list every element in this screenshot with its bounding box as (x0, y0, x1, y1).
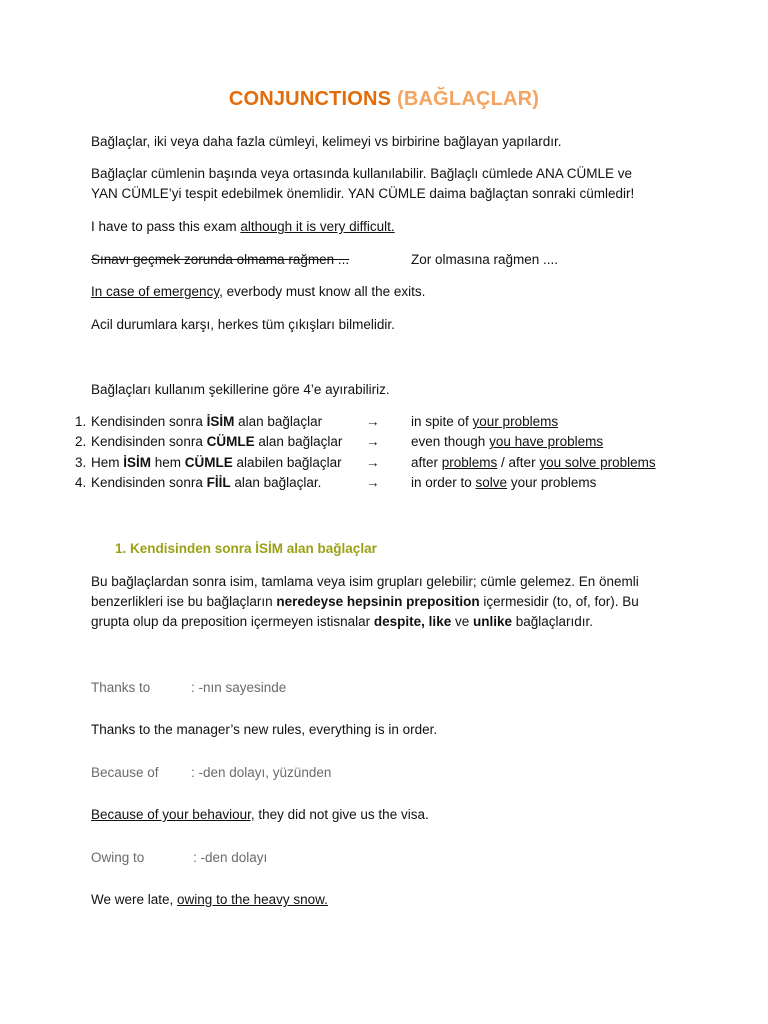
example-2-translation: Acil durumlara karşı, herkes tüm çıkışları bilmelidir. (91, 317, 395, 332)
intro-paragraph-2-line-1: Bağlaçlar cümlenin başında veya ortasında kullanılabilir. Bağlaçlı cümlede ANA CÜMLE ve (91, 166, 633, 181)
section-1-heading: 1. Kendisinden sonra İSİM alan bağlaçlar (115, 541, 377, 556)
conj-meaning: : -nın sayesinde (191, 680, 287, 695)
list-item: 1. Kendisinden sonra İSİM alan bağlaçlar (75, 414, 323, 429)
list-item: 4. Kendisinden sonra FİİL alan bağlaçlar. (75, 475, 322, 490)
example-2-plain: , everbody must know all the exits. (219, 284, 426, 299)
example-1-sentence (91, 217, 395, 237)
list-example: in order to solve your problems (411, 475, 597, 490)
conj-term: Thanks to (91, 680, 151, 695)
intro-paragraph-2-line-2: YAN CÜMLE’yi tespit edebilmek önemlidir. YAN CÜMLE daima bağlaçtan sonraki cümledir! (91, 186, 635, 201)
title-sub: (BAĞLAÇLAR) (397, 88, 540, 110)
conj-example: Thanks to the manager’s new rules, everything is in order. (91, 722, 438, 737)
list-example: after problems / after you solve problems (411, 455, 656, 470)
page-title (0, 88, 768, 111)
section-1-paragraph-line-3: grupta olup da preposition içermeyen istisnalar despite, like ve unlike bağlaçlarıdır. (91, 614, 594, 629)
conj-meaning: : -den dolayı, yüzünden (191, 765, 332, 780)
list-item: 2. Kendisinden sonra CÜMLE alan bağlaçlar (75, 434, 343, 449)
conj-example: Because of your behaviour, they did not give us the visa. (91, 807, 429, 822)
title-main: CONJUNCTIONS (228, 88, 392, 110)
arrow-icon: → (366, 434, 380, 449)
example-1-underlined: although it is very difficult. (240, 219, 395, 234)
conj-example: We were late, owing to the heavy snow. (91, 892, 328, 907)
section-1-paragraph-line-1: Bu bağlaçlardan sonra isim, tamlama veya isim grupları gelebilir; cümle gelemez. En önemli (91, 574, 639, 589)
list-example: even though you have problems (411, 434, 604, 449)
example-1-translation: Zor olmasına rağmen .... (411, 252, 559, 267)
list-example: in spite of your problems (411, 414, 559, 429)
types-intro: Bağlaçları kullanım şekillerine göre 4’e ayırabiliriz. (91, 382, 390, 397)
intro-paragraph-1: Bağlaçlar, iki veya daha fazla cümleyi, kelimeyi vs birbirine bağlayan yapılardır. (91, 134, 562, 149)
section-1-paragraph-line-2: benzerlikleri ise bu bağlaçların neredeyse hepsinin preposition içermesidir (to, of, for). Bu (91, 594, 639, 609)
example-1-strike: Sınavı geçmek zorunda olmama rağmen ... (91, 252, 350, 267)
conj-term: Because of (91, 765, 159, 780)
arrow-icon: → (366, 414, 380, 429)
arrow-icon: → (366, 455, 380, 470)
list-item: 3. Hem İSİM hem CÜMLE alabilen bağlaçlar (75, 455, 342, 470)
conj-meaning: : -den dolayı (193, 850, 268, 865)
arrow-icon: → (366, 475, 380, 490)
example-2-sentence (91, 282, 425, 302)
conj-term: Owing to (91, 850, 145, 865)
example-1-plain: I have to pass this exam (91, 219, 241, 234)
example-2-underlined: In case of emergency (91, 284, 220, 299)
